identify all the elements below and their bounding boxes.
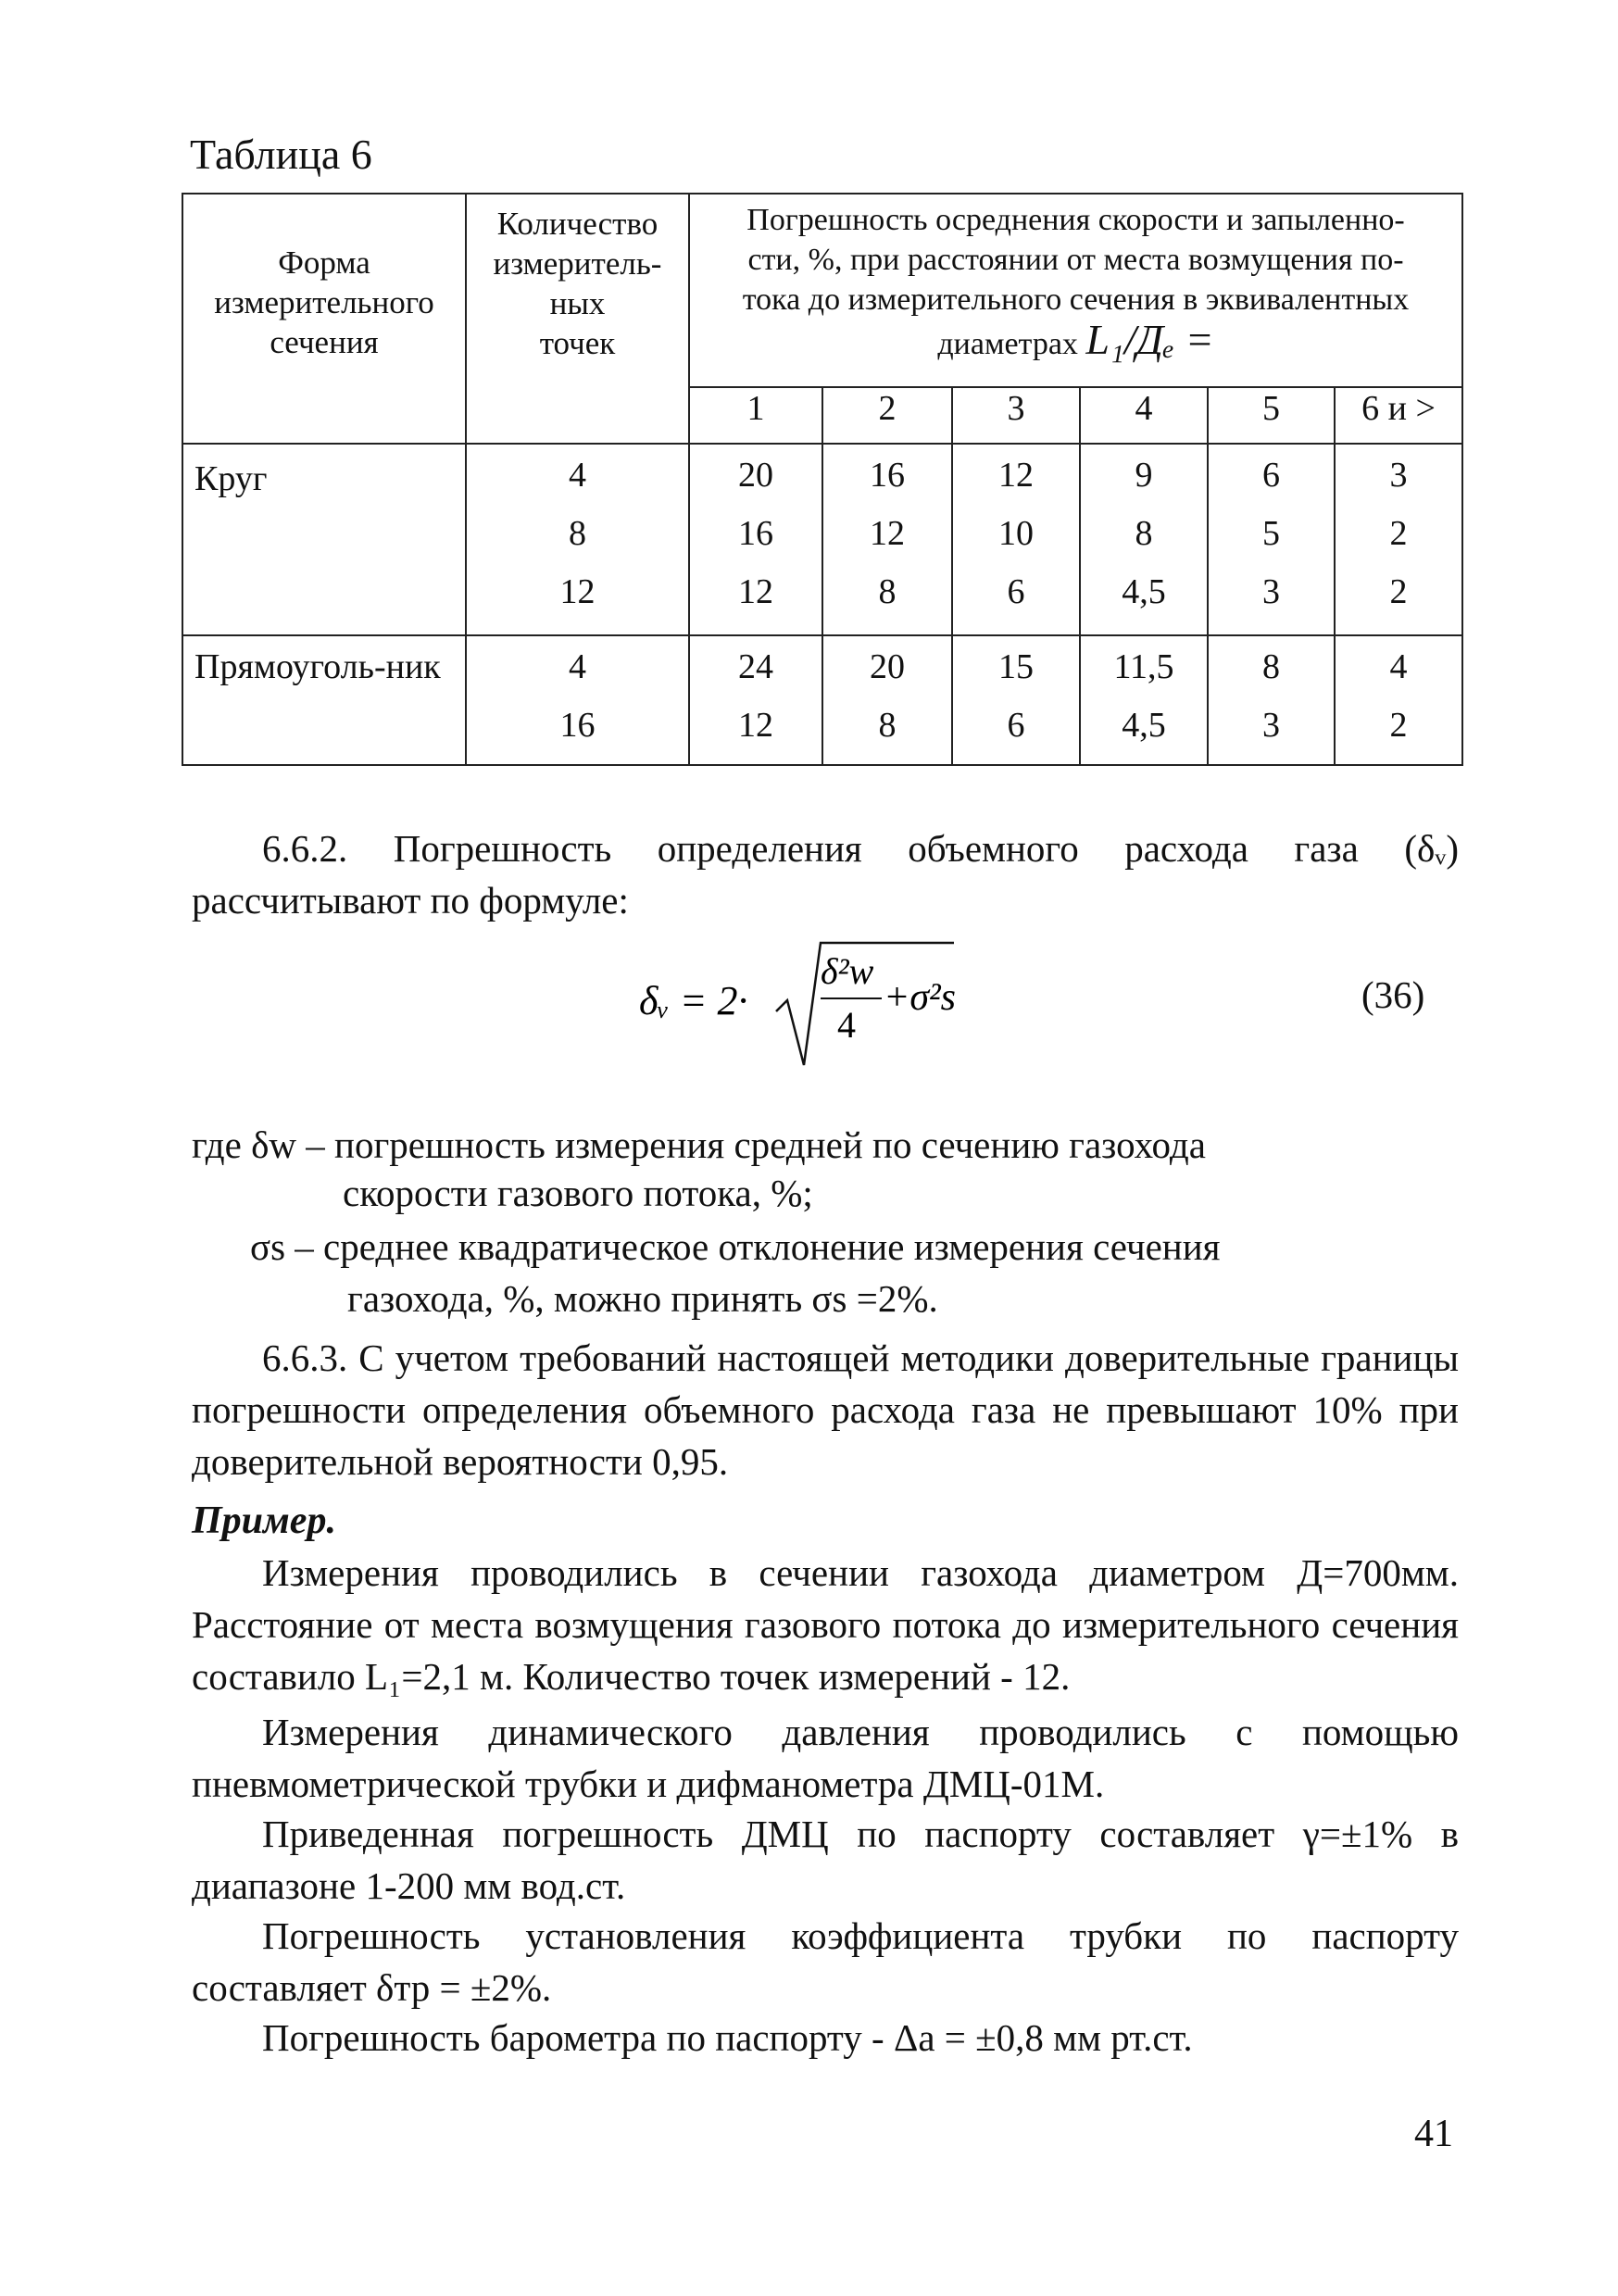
distance-col-1: 1 (689, 387, 822, 444)
row-values-col2: 20 8 (822, 635, 952, 765)
where-line-2: скорости газового потока, %; (343, 1172, 813, 1214)
table-caption: Таблица 6 (190, 131, 372, 178)
formula-36 (639, 935, 1010, 1074)
row-values-col3: 12 10 6 (952, 444, 1080, 635)
table-6 (182, 193, 1463, 766)
paragraph-6-6-3: 6.6.3. С учетом требований настоящей методики доверительные границы погрешности определения объемного расхода газа не превышают 10% при доверительной вероятности 0,95. (192, 1336, 1459, 1483)
row-values-col6: 4 2 (1335, 635, 1462, 765)
row-values-col1: 24 12 (689, 635, 822, 765)
formula-denominator: 4 (837, 1004, 856, 1046)
example-paragraph-4: Погрешность установления коэффициента трубки по паспорту составляет δтр = ±2%. (192, 1914, 1459, 2009)
formula-lhs: δᵥ = 2· (639, 978, 748, 1023)
header-form: Форма измерительного сечения (182, 194, 466, 444)
row-values-col1: 20 16 12 (689, 444, 822, 635)
row-form-label: Круг (182, 444, 466, 635)
formula-numerator: δ²w (821, 950, 874, 992)
row-form-label: Прямоуголь-ник (182, 635, 466, 765)
distance-col-2: 2 (822, 387, 952, 444)
where-line-1: где δw – погрешность измерения средней по сечению газохода (192, 1123, 1206, 1166)
row-values-col2: 16 12 8 (822, 444, 952, 635)
where-line-3: σs – среднее квадратическое отклонение измерения сечения (250, 1225, 1221, 1268)
row-values-col3: 15 6 (952, 635, 1080, 765)
row-values-col4: 9 8 4,5 (1080, 444, 1208, 635)
distance-col-4: 4 (1080, 387, 1208, 444)
row-values-col4: 11,5 4,5 (1080, 635, 1208, 765)
header-error: Погрешность осреднения скорости и запыленно- сти, %, при расстоянии от места возмущения по- тока до измерительного сечения в эквивалентных диаметрах L₁/Дₑ = (689, 194, 1462, 387)
formula-plus-term: +σ²s (884, 976, 956, 1019)
example-paragraph-1: Измерения проводились в сечении газохода диаметром Д=700мм. Расстояние от места возмущения газового потока до измерительного сечения составило L₁=2,1 м. Количество точек измерений - 12. (192, 1551, 1459, 1698)
example-heading: Пример. (192, 1499, 336, 1542)
row-values-col5: 8 3 (1208, 635, 1335, 765)
example-paragraph-2: Измерения динамического давления проводились с помощью пневмометрической трубки и дифманометра ДМЦ-01М. (192, 1711, 1459, 1805)
example-paragraph-5: Погрешность барометра по паспорту - Δa = ±0,8 мм рт.ст. (262, 2016, 1193, 2059)
where-line-4: газохода, %, можно принять σs =2%. (347, 1277, 938, 1320)
paragraph-6-6-2: 6.6.2. Погрешность определения объемного расхода газа (δᵥ) рассчитывают по формуле: (192, 827, 1459, 922)
example-paragraph-3: Приведенная погрешность ДМЦ по паспорту составляет γ=±1% в диапазоне 1-200 мм вод.ст. (192, 1813, 1459, 1907)
distance-col-3: 3 (952, 387, 1080, 444)
row-values-col5: 6 5 3 (1208, 444, 1335, 635)
distance-col-6: 6 и > (1335, 387, 1462, 444)
page-number: 41 (1414, 2113, 1453, 2155)
header-count: Количество измеритель- ных точек (466, 194, 689, 444)
distance-col-5: 5 (1208, 387, 1335, 444)
table-row (182, 635, 1462, 765)
table-row (182, 444, 1462, 635)
row-counts: 4 16 (466, 635, 689, 765)
equation-number: (36) (1361, 973, 1425, 1016)
row-counts: 4 8 12 (466, 444, 689, 635)
row-values-col6: 3 2 2 (1335, 444, 1462, 635)
